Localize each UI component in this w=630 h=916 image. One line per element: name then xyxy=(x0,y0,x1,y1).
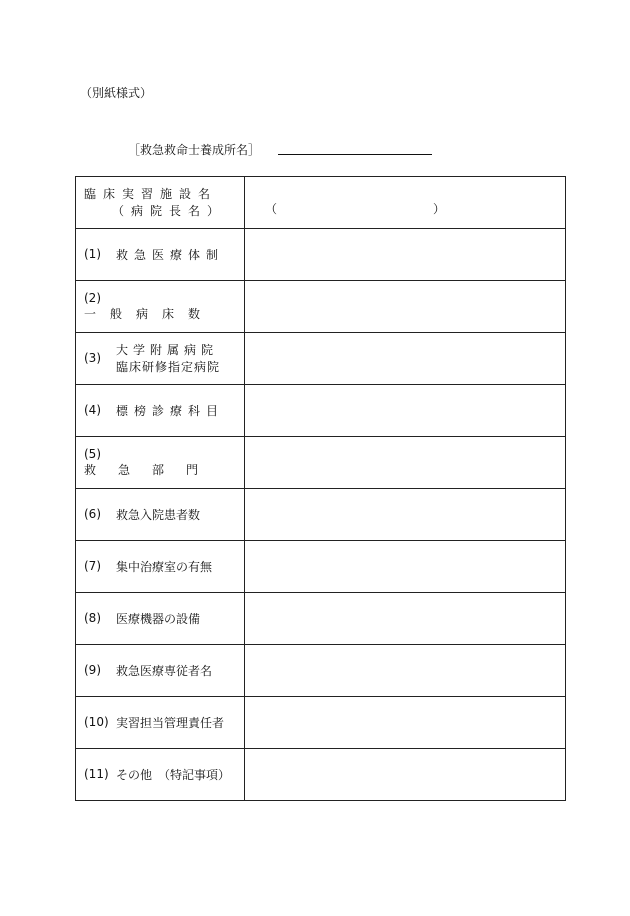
school-name-label: ［救急救命士養成所名］ xyxy=(128,143,261,157)
row-number: (6) xyxy=(84,507,101,521)
row-label-2: 臨床研修指定病院 xyxy=(116,359,221,374)
row-label: 標榜診療科目 xyxy=(116,404,225,418)
row-value-cell[interactable] xyxy=(245,749,566,801)
header-row xyxy=(76,177,566,229)
table-row xyxy=(76,749,566,801)
paren-close: ） xyxy=(432,202,445,216)
school-name-field[interactable] xyxy=(278,154,432,155)
table-row xyxy=(76,437,566,489)
row-label: 大学附属病院 xyxy=(116,342,219,357)
row-number: (4) xyxy=(84,403,101,417)
paren-open: （ xyxy=(265,202,278,216)
row-number: (2) xyxy=(84,291,101,305)
table-row xyxy=(76,645,566,697)
table-row xyxy=(76,281,566,333)
row-label: 医療機器の設備 xyxy=(116,612,201,626)
row-value-cell[interactable] xyxy=(245,697,566,749)
row-value-cell[interactable] xyxy=(245,489,566,541)
table-row xyxy=(76,593,566,645)
row-number: (11) xyxy=(84,767,109,781)
row-value-cell[interactable] xyxy=(245,281,566,333)
header-line2: （病院長名） xyxy=(112,203,227,218)
table-row xyxy=(76,385,566,437)
row-label: 救急入院患者数 xyxy=(116,508,201,522)
row-value-cell[interactable] xyxy=(245,541,566,593)
row-number: (9) xyxy=(84,663,101,677)
table-row xyxy=(76,489,566,541)
header-label-cell xyxy=(76,177,245,229)
row-number: (7) xyxy=(84,559,101,573)
row-label: 実習担当管理責任者 xyxy=(116,716,225,730)
table-row xyxy=(76,697,566,749)
row-value-cell[interactable] xyxy=(245,385,566,437)
row-number: (5) xyxy=(84,447,101,461)
table-row xyxy=(76,333,566,385)
row-label: 一般病床数 xyxy=(84,307,215,321)
form-table xyxy=(75,176,566,801)
row-number: (3) xyxy=(84,351,101,365)
header-value-cell[interactable] xyxy=(245,177,566,229)
row-label: その他 （特記事項） xyxy=(116,768,231,782)
row-label: 救急医療体制 xyxy=(116,248,225,262)
row-label: 集中治療室の有無 xyxy=(116,560,213,574)
header-line1: 臨床実習施設名 xyxy=(84,186,218,201)
form-label: （別紙様式） xyxy=(80,86,153,100)
row-number: (8) xyxy=(84,611,101,625)
row-value-cell[interactable] xyxy=(245,333,566,385)
table-row xyxy=(76,229,566,281)
row-label: 救急医療専従者名 xyxy=(116,664,213,678)
row-number: (1) xyxy=(84,247,101,261)
row-value-cell[interactable] xyxy=(245,645,566,697)
row-value-cell[interactable] xyxy=(245,593,566,645)
table-row xyxy=(76,541,566,593)
row-value-cell[interactable] xyxy=(245,229,566,281)
row-value-cell[interactable] xyxy=(245,437,566,489)
row-label: 救急部門 xyxy=(84,463,221,477)
row-number: (10) xyxy=(84,715,109,729)
